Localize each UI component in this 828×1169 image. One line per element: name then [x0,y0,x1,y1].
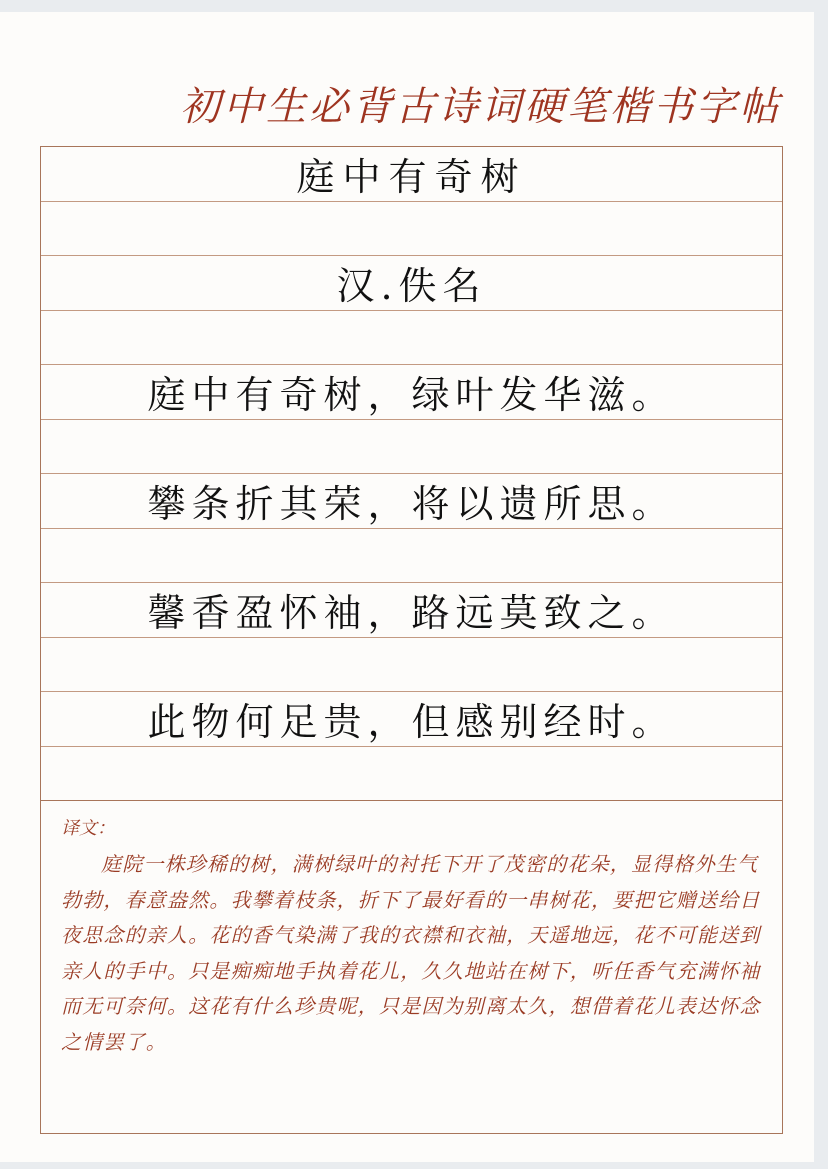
writing-grid [40,146,783,801]
blank-row [41,311,782,366]
blank-row [41,529,782,584]
poem-line-4: 此物何足贵，但感别经时。 [41,692,782,747]
poem-author: 汉.佚名 [41,256,782,311]
translation-label: 译文： [61,818,115,839]
poem-line-3: 馨香盈怀袖，路远莫致之。 [41,583,782,638]
poem-title: 庭中有奇树 [41,147,782,202]
translation-text: 庭院一株珍稀的树，满树绿叶的衬托下开了茂密的花朵，显得格外生气勃勃，春意盎然。我攀着枝条，折下了最好看的一串树花，要把它赠送给日夜思念的亲人。花的香气染满了我的衣襟和衣袖，天遥地远，花不可能送到亲人的手中。只是痴痴地手执着花儿，久久地站在树下，听任香气充满怀袖而无可奈何。这花有什么珍贵呢，只是因为别离太久，想借着花儿表达怀念之情罢了。 [61,852,761,1054]
poem-line-2: 攀条折其荣，将以遗所思。 [41,474,782,529]
translation-section [40,801,783,1134]
blank-row [41,638,782,693]
page-title: 初中生必背古诗词硬笔楷书字帖 [180,84,782,130]
copybook-sheet [0,12,814,1162]
blank-row [41,420,782,475]
poem-line-1: 庭中有奇树，绿叶发华滋。 [41,365,782,420]
blank-row [41,747,782,802]
blank-row [41,202,782,257]
